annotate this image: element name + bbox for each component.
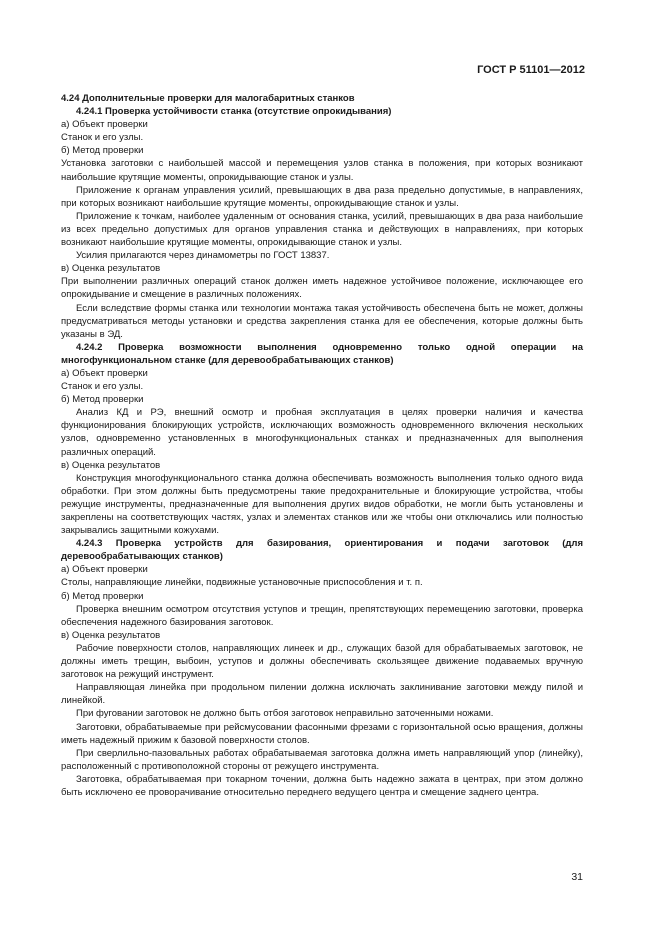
paragraph: Приложение к органам управления усилий, превышающих в два раза предельно допустимые, в направлениях, при которых возникают наибольшие крутящие моменты, опрокидывающие станок и узлы. [61, 184, 583, 209]
paragraph: Анализ КД и РЭ, внешний осмотр и пробная эксплуатация в целях проверки наличия и качества функционирования блокирующих устройств, исключающих возможность одновременного включения нескольких узлов, одновременно установленных в многофункциональных станках и предназначенных для выполнения различных операций. [61, 407, 583, 458]
paragraph: Приложение к точкам, наиболее удаленным от основания станка, усилий, превышающих в два раза наибольшие из всех предельно допустимых для органов управления станка и действующих в направлениях, при которых возникают наибольшие крутящие моменты, опрокидывающие станок и узлы. [61, 210, 583, 249]
document-body [61, 92, 583, 799]
list-item-c: в) Оценка результатов [61, 629, 161, 641]
paragraph: Заготовка, обрабатываемая при токарном точении, должна быть надежно зажата в центрах, при этом должно быть исключено ее проворачивание относительно переднего ведущего центра и смещение заднего центра. [61, 773, 583, 798]
list-item-text: Столы, направляющие линейки, подвижные установочные приспособления и т. п. [61, 577, 423, 589]
page-number: 31 [571, 871, 583, 883]
paragraph: Проверка внешним осмотром отсутствия уступов и трещин, препятствующих перемещению заготовки, проверка обеспечения надежного базирования заготовок. [61, 603, 583, 628]
paragraph: Рабочие поверхности столов, направляющих линеек и др., служащих базой для обрабатываемых заготовок, не должны иметь трещин, выбоин, уступов и должны обеспечивать скользящее движение подаваемых вручную заготовок на режущий инструмент. [61, 642, 583, 681]
paragraph: Направляющая линейка при продольном пилении должна исключать заклинивание заготовки между пилой и линейкой. [61, 682, 583, 707]
list-item-b: б) Метод проверки [61, 590, 144, 602]
list-item-text: Установка заготовки с наибольшей массой и перемещения узлов станка в положения, при которых возникают наибольшие крутящие моменты, опрокидывающие станок и узлы. [61, 158, 583, 183]
list-item-text: Станок и его узлы. [61, 132, 144, 144]
list-item-a: а) Объект проверки [61, 564, 148, 576]
subsection-heading-4-24-2: 4.24.2 Проверка возможности выполнения одновременно только одной операции на многофункциональном станке (для деревообрабатывающих станков) [61, 341, 583, 366]
paragraph: Заготовки, обрабатываемые при рейсмусовании фасонными фрезами с горизонтальной осью вращения, должны иметь надежный прижим к базовой поверхности столов. [61, 721, 583, 746]
paragraph: Усилия прилагаются через динамометры по ГОСТ 13837. [76, 250, 330, 262]
list-item-text: При выполнении различных операций станок должен иметь надежное устойчивое положение, исключающее его опрокидывание и смещение в различных положениях. [61, 276, 583, 301]
list-item-a: а) Объект проверки [61, 119, 148, 131]
paragraph: Если вследствие формы станка или технологии монтажа такая устойчивость обеспечена быть не может, должны предусматриваться методы установки и средства закрепления станка для ее обеспечения, которые должны быть указаны в ЭД. [61, 302, 583, 340]
list-item-c: в) Оценка результатов [61, 263, 161, 275]
list-item-c: в) Оценка результатов [61, 459, 161, 471]
paragraph: Конструкция многофункционального станка должна обеспечивать возможность выполнения только одного вида обработки. При этом должны быть предусмотрены такие предохранительные и блокирующие устройства, чтобы режущие инструменты, предназначенные для выполнения других видов обработки, не могли быть установлены и закреплены на соответствующих частях, узлах и элементах станков или же чтобы они отключались или полностью закрывались защитными кожухами. [61, 472, 583, 537]
list-item-b: б) Метод проверки [61, 145, 144, 157]
list-item-b: б) Метод проверки [61, 394, 144, 406]
list-item-text: Станок и его узлы. [61, 381, 144, 393]
paragraph: При сверлильно-пазовальных работах обрабатываемая заготовка должна иметь направляющий упор (линейку), расположенный с противоположной стороны от режущего инструмента. [61, 747, 583, 772]
subsection-heading-4-24-1: 4.24.1 Проверка устойчивости станка (отсутствие опрокидывания) [76, 106, 392, 118]
subsection-heading-4-24-3: 4.24.3 Проверка устройств для базирования, ориентирования и подачи заготовок (для деревообрабатывающих станков) [61, 538, 583, 563]
section-heading-4-24: 4.24 Дополнительные проверки для малогабаритных станков [61, 93, 355, 104]
paragraph: При фуговании заготовок не должно быть отбоя заготовок неправильно заточенными ножами. [76, 708, 494, 720]
document-header: ГОСТ Р 51101—2012 [477, 64, 585, 76]
list-item-a: а) Объект проверки [61, 367, 148, 379]
